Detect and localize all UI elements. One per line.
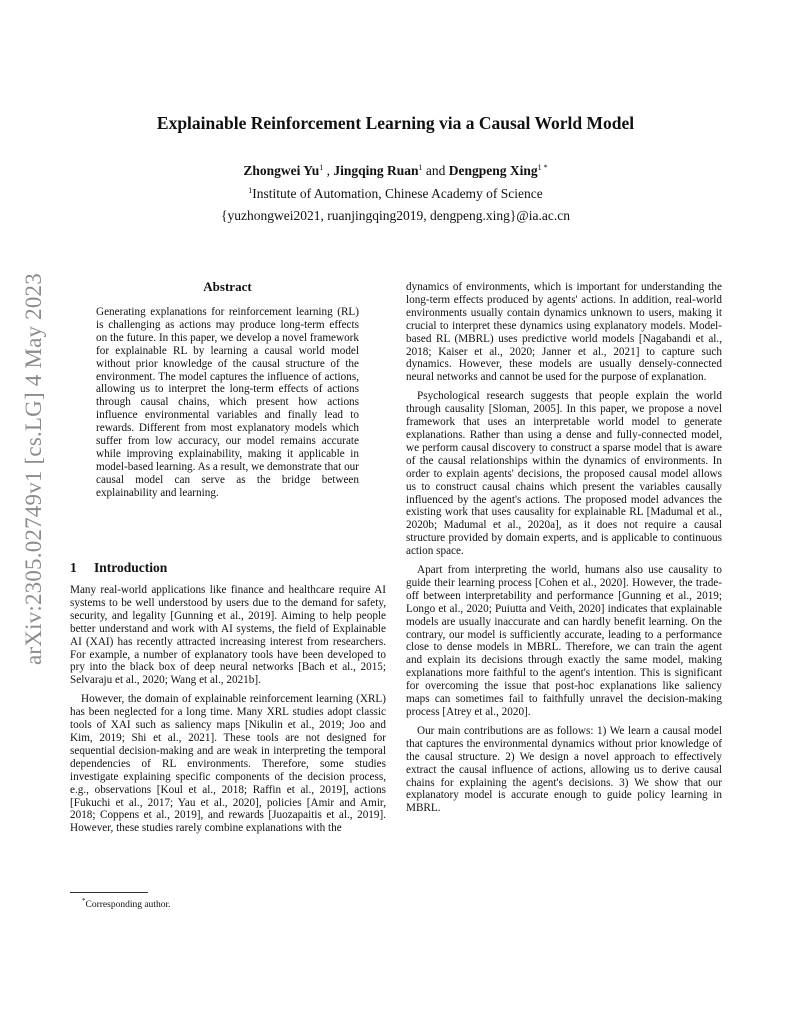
paragraph: Psychological research suggests that people explain the world through causality [Sloman, 2005]. In this paper, we propose a novel framework that uses an interpretable world model to generate explanations. Rather than using a dense and fully-connected model, we perform causal discovery to construct a sparse model that is aware of the causal relationships within the dynamics of environments. In order to explain agents' decisions, the proposed causal model allows us to construct causal chains which present the variables causally influenced by the agent's actions. The proposed model advances the existing work that uses causality for explainable RL [Madumal et al., 2020b; Madumal et al., 2020a], as it does not require a causal structure provided by domain experts, and is applicable to continuous action space. [406, 390, 722, 558]
section-number: 1 [70, 560, 77, 575]
paragraph: However, the domain of explainable reinforcement learning (XRL) has been neglected for a long time. Many XRL studies adopt classic tools of XAI such as saliency maps [Nikulin et al., 2019; Joo and Kim, 2019; Shi et al., 2021]. These tools are not designed for sequential decision-making and are weak in interpreting the temporal dependencies of RL environments. Therefore, some studies investigate explaining specific components of the decision process, e.g., observations [Koul et al., 2018; Raffin et al., 2019], actions [Fukuchi et al., 2017; Yau et al., 2020], policies [Amir and Amir, 2018; Coppens et al., 2019], and rewards [Juozapaitis et al., 2019]. However, these studies rarely combine explanations with the [70, 693, 386, 835]
author-affil-mark: 1 [319, 163, 324, 172]
paragraph: Apart from interpreting the world, humans also use causality to guide their learning process [Cohen et al., 2020]. However, the trade-off between interpretability and performance [Gunning et al., 2019; Longo et al., 2020; Puiutta and Veith, 2020] indicates that explainable models are usually inaccurate and can hardly benefit learning. On the contrary, our model is sufficiently accurate, leading to a performance close to dense models in MBRL. Therefore, we can train the agent and explain its decisions through exactly the same model, making explanations more faithful to the agent's intention. This is significant for overcoming the issue that post-hoc explanations like saliency maps can sometimes fail to faithfully unravel the decision-making process [Atrey et al., 2020]. [406, 564, 722, 718]
author-name: Jingqing Ruan [333, 163, 419, 178]
section-heading [70, 560, 167, 576]
right-column-body [406, 281, 722, 815]
paragraph: dynamics of environments, which is important for understanding the long-term effects produced by agents' actions. In addition, real-world environments usually contain dynamics unknown to users, making it crucial to interpret these dynamics using explanatory models. Model-based RL (MBRL) uses predictive world models [Nagabandi et al., 2018; Kaiser et al., 2020; Janner et al., 2021] to capture such dynamics. However, these models are usually densely-connected neural networks and cannot be used for the purpose of explanation. [406, 281, 722, 384]
introduction-body [70, 584, 386, 835]
author-list: Zhongwei Yu$^1$ , Jingqing Ruan$^1$ and Dengpeng Xing$^{1 *}$ [243, 163, 548, 178]
abstract-text: Generating explanations for reinforcement learning (RL) is challenging as actions may produce long-term effects on the future. In this paper, we develop a novel framework for explainable RL by learning a causal world model without prior knowledge of the causal structure of the environment. The model captures the influence of actions, allowing us to interpret the long-term effects of actions through causal chains, which present how actions influence environmental variables and finally lead to rewards. Different from most explanatory models which suffer from low accuracy, our model remains accurate while improving explainability, making it applicable in model-based learning. As a result, we demonstrate that our causal model can serve as the bridge between explainability and learning. [96, 306, 359, 499]
affiliation: $^1$Institute of Automation, Chinese Academy of Science [248, 186, 543, 201]
paragraph: Our main contributions are as follows: 1) We learn a causal model that captures the environmental dynamics without prior knowledge of the causal structure. 2) We design a novel approach to effectively extract the causal influence of actions, allowing us to derive causal chains for explaining the agent's decisions. 3) We show that our explanatory model is accurate enough to guide policy learning in MBRL. [406, 724, 722, 815]
author-name: Zhongwei Yu [243, 163, 320, 178]
author-affil-mark: 1 [418, 163, 423, 172]
footnote: *Corresponding author. [82, 897, 171, 910]
abstract-body [96, 306, 359, 500]
author-affil-mark: 1 * [537, 163, 548, 172]
paragraph: Many real-world applications like finance and healthcare require AI systems to be well understood by users due to the demand for safety, security, and legality [Gunning et al., 2019]. Aiming to help people better understand and work with AI systems, the field of Explainable AI (XAI) has recently attracted increasing interest from researchers. For example, a number of explanatory tools have been developed to pry into the black box of deep neural networks [Bach et al., 2015; Selvaraju et al., 2020; Wang et al., 2021b]. [70, 584, 386, 687]
author-name: Dengpeng Xing [448, 163, 538, 178]
section-title: Introduction [94, 560, 168, 575]
footnote-rule [70, 892, 148, 893]
author-emails: {yuzhongwei2021, ruanjingqing2019, dengpeng.xing}@ia.ac.cn [221, 208, 570, 223]
abstract-heading: Abstract [203, 279, 252, 294]
arxiv-stamp: arXiv:2305.02749v1 [cs.LG] 4 May 2023 [21, 273, 46, 665]
paper-title: Explainable Reinforcement Learning via a Causal World Model [156, 113, 635, 133]
